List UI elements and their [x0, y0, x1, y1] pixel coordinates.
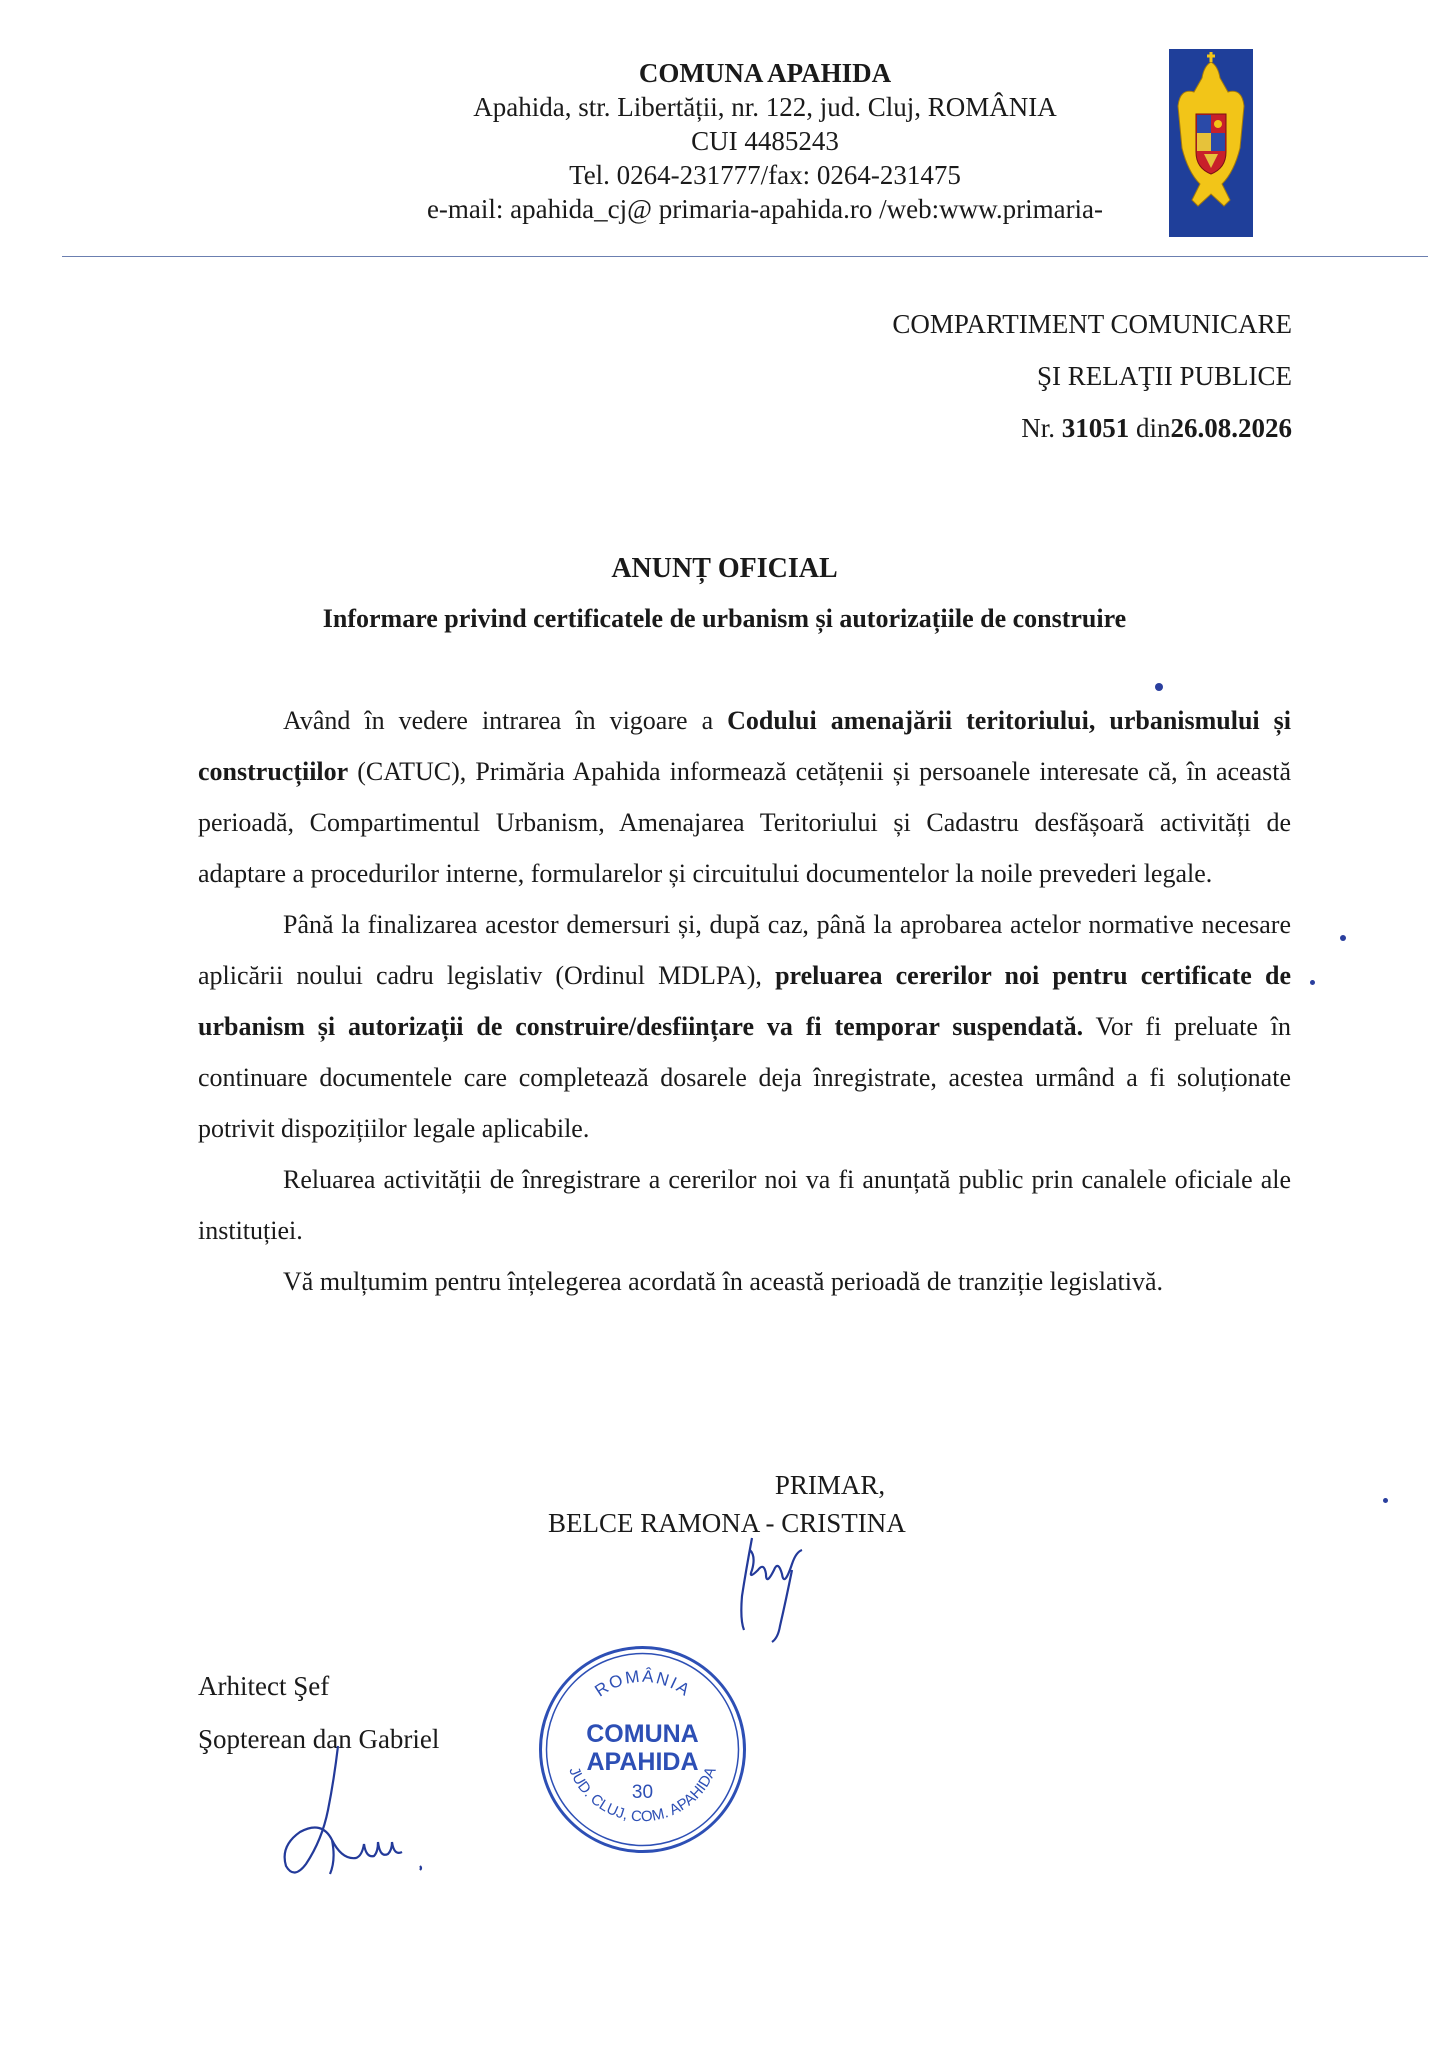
announcement-subtitle: Informare privind certificatele de urbanism și autorizațiile de construire — [322, 604, 1127, 633]
paragraph-1-text-a: Având în vedere intrarea în vigoare a — [283, 706, 728, 735]
paragraph-1-emphasis: Codului amenajării teritoriului, urbanismului și construcțiilor — [198, 706, 1292, 786]
paragraph-2-emphasis: preluarea cererilor noi pentru certificate de urbanism și autorizații de construire/desființare va fi temporar suspendată. — [198, 961, 1292, 1041]
registration-number-line — [892, 402, 1292, 454]
announcement-body — [198, 695, 1291, 1307]
stamp-bottom-text: JUD. CLUJ, COM. APAHIDA — [565, 1764, 720, 1826]
institution-name: COMUNA APAHIDA — [638, 58, 892, 88]
ink-speck — [1310, 980, 1315, 985]
header-divider — [62, 256, 1428, 257]
paragraph-4: Vă mulțumim pentru înțelegerea acordată în această perioadă de tranziție legislativă. — [283, 1267, 1163, 1296]
department-line-2: ŞI RELAŢII PUBLICE — [1037, 361, 1292, 391]
institution-email: e-mail: apahida_cj@ primaria-apahida.ro /web:www.primaria- — [426, 194, 1104, 224]
ink-speck — [1155, 683, 1163, 691]
stamp-number: 30 — [631, 1782, 654, 1803]
registration-block — [892, 298, 1292, 454]
paragraph-1 — [198, 695, 1291, 899]
stamp-top-text: ROMÂNIA — [591, 1666, 695, 1701]
paragraph-2-text-a: Până la finalizarea acestor demersuri și, după caz, până la aprobarea actelor normative necesare aplicării noului cadru legislativ (Ordinul MDLPA), — [198, 910, 1291, 990]
architect-role: Arhitect Şef — [198, 1671, 330, 1701]
stamp-line-2: APAHIDA — [586, 1748, 699, 1776]
official-stamp — [535, 1642, 750, 1857]
institution-cui: CUI 4485243 — [691, 126, 839, 156]
stamp-line-1: COMUNA — [586, 1720, 699, 1748]
nr-label: Nr. — [1021, 413, 1055, 443]
institution-address: Apahida, str. Libertății, nr. 122, jud. Cluj, ROMÂNIA — [473, 92, 1057, 122]
mayor-signature-icon — [700, 1530, 820, 1650]
paragraph-1-text-c: (CATUC), Primăria Apahida informează cetățenii și persoanele interesate că, în această perioadă, Compartimentul Urbanism, Amenajarea Teritoriului și Cadastru desfășoară activități de adaptare a procedurilor interne, formularelor și circuitului documentelor la noile prevederi legale. — [198, 757, 1291, 888]
architect-name: Şopterean dan Gabriel — [198, 1724, 440, 1754]
paragraph-2-text-c: Vor fi preluate în continuare documentele care completează dosarele deja înregistrate, acestea urmând a fi soluționate potrivit dispozițiilor legale aplicabile. — [198, 1012, 1291, 1143]
romania-coat-of-arms-icon — [1168, 48, 1254, 238]
registration-date: 26.08.2026 — [1170, 413, 1292, 443]
paragraph-3: Reluarea activității de înregistrare a cererilor noi va fi anunțată public prin canalele oficiale ale instituției. — [198, 1165, 1291, 1245]
mayor-name: BELCE RAMONA - CRISTINA — [548, 1508, 906, 1538]
department-line-1: COMPARTIMENT COMUNICARE — [892, 309, 1292, 339]
mayor-role: PRIMAR, — [774, 1470, 886, 1500]
announcement-title: ANUNȚ OFICIAL — [611, 553, 838, 584]
ink-speck — [1340, 935, 1346, 941]
letterhead — [300, 56, 1230, 226]
ink-speck — [1383, 1498, 1388, 1503]
paragraph-2 — [198, 899, 1291, 1154]
institution-phone: Tel. 0264-231777/fax: 0264-231475 — [569, 160, 961, 190]
architect-signature-icon — [270, 1740, 450, 1890]
registration-number: 31051 — [1061, 413, 1130, 443]
din-label: din — [1135, 413, 1171, 443]
